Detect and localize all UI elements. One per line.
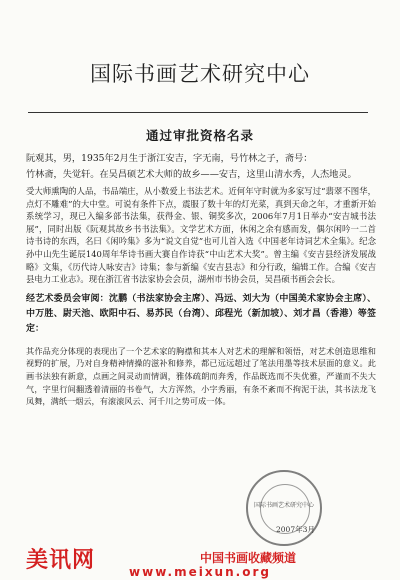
watermark-brand: 美讯网 [26, 548, 96, 573]
intro-line-1: 阮观其，男，1935年2月生于浙江安吉，字无南，号竹林之子，斋号： [26, 153, 313, 164]
seal-text: 国际书画艺术研究中心 [253, 502, 314, 509]
header-divider [28, 112, 368, 113]
watermark-url: www.meixun.org [129, 565, 271, 579]
organization-title: 国际书画艺术研究中心 [90, 62, 310, 86]
site-watermark [0, 543, 400, 580]
watermark-tagline: 中国书画收藏频道 [200, 551, 297, 565]
intro-line-2: 竹林斋，失觉轩。在吴昌硕艺术大师的故乡——安吉，这里山清水秀，人杰地灵。 [26, 169, 357, 180]
biography-paragraph: 受大师熏陶的人品，书品端庄，从小数爱上书法艺术。近何年守时就为多家写过“翡翠不图华，点灯不雕难”的大中堂。可说有条件下点，震服了数十年的灯光菜，真到天命之年，才重新开始系统学习，现已入编多部书法集，获得金、银、铜奖多次，2006年7月1日举办“安吉城书法展”，同时出版《阮观其故乡书书法集》。文学艺术方面，休闲之余有感而发，偶尔闲吟一二首诗书诗的东西，名曰《闲吟集》多为“说文自觉”也可儿首入选《中国老年诗词艺术全集》。纪念孙中山先生诞辰140周年华诗书画大赛自作诗获“中山艺术大奖”。曾主编《安吉县经济发展战略》文集，《历代诗人咏安吉》诗集；参与新编《安吉县志》和分行政，编辑工作。合编《安吉县电力工业志》。现在浙江省书法家协会会员，湖州市书协会员，吴昌硕书画会会长。 [26, 186, 376, 285]
document-body [26, 152, 376, 410]
document-date: 2007年3月 [276, 525, 315, 534]
reviewers-paragraph: 经艺术委员会审阅：沈鹏（书法家协会主席）、冯远、刘大为（中国美术家协会主席）、中万胜、尉天池、欧阳中石、易苏民（台湾）、邱程光（新加坡）、刘才昌（香港）等签定： [26, 293, 376, 334]
opinion-paragraph: 其作品充分体现的表现出了一个艺术家的胸襟和其本人对艺术的理解和领悟，对艺术创造思维和视野的扩展，乃对自身精神情操的滋补和修养，都已远远超过了笔法用墨等技术层面的意义。此画书法独有新意，点画之间灵动而情调，雅体疏朗而奔秀，作品既选而不失优雅，严谨而不失大气，字里行间翻透着清丽的书卷气，大方浑然，小字秀丽，有条不紊而不拘泥于法，其书法龙飞凤舞，满纸一烟云，有滚滚风云、河千川之势可成一体。 [26, 345, 376, 407]
document-title: 通过审批资格名录 [145, 128, 254, 143]
